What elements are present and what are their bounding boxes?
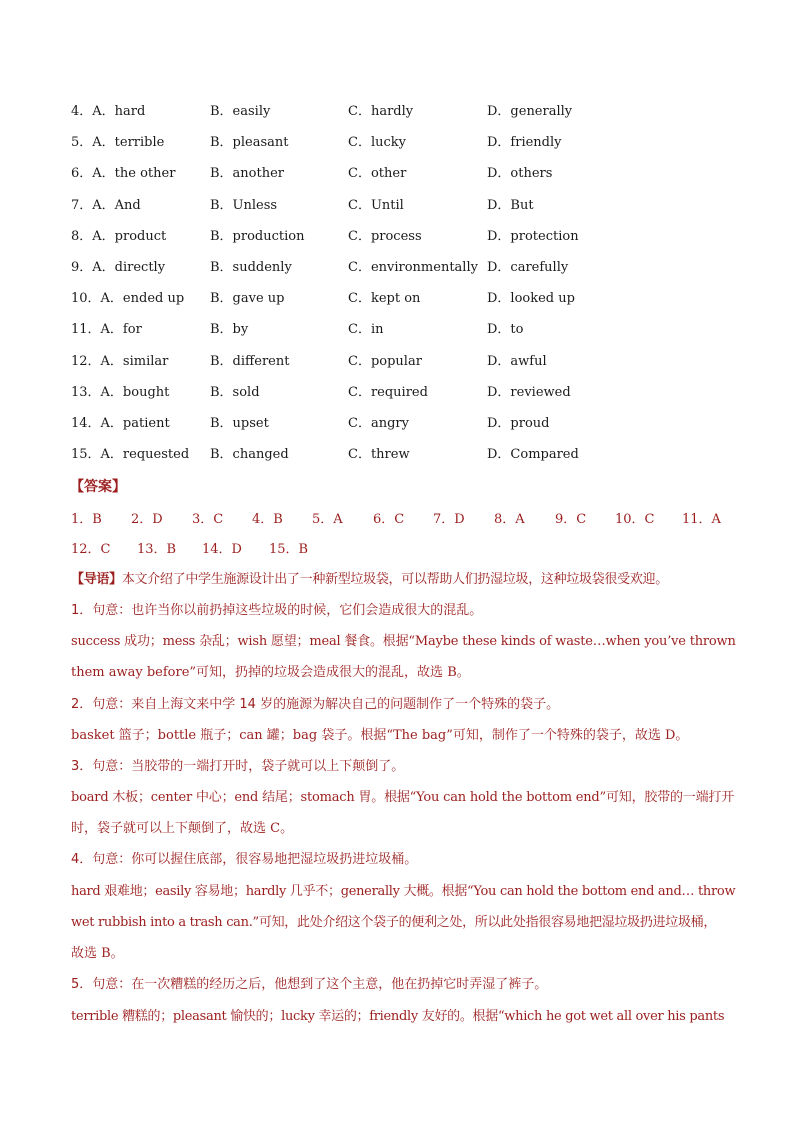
intro-text: 本文介绍了中学生施源设计出了一种新型垃圾袋，可以帮助人们扔湿垃圾，这种垃圾袋很受欢迎。 [121,572,668,587]
option-c: C．Until [348,197,404,213]
question-number: 7． [71,197,93,213]
explanation-line: terrible 糟糕的；pleasant 愉快的；lucky 幸运的；friendly 友好的。根据“which he got wet all over his pants [71,1009,725,1024]
answer-item: 8．A [494,512,525,527]
option-row [71,444,771,475]
question-number: 8． [71,228,93,244]
question-number: 10． [71,291,101,307]
option-b: B．sold [210,384,260,400]
answer-item: 1．B [71,512,102,527]
option-b: B．suddenly [210,259,292,275]
option-b: B．Unless [210,197,278,213]
option-c: C．other [348,166,407,182]
option-row [71,351,771,382]
answer-item: 11．A [682,512,721,527]
question-number: 13． [71,384,101,400]
option-c: C．process [348,228,422,244]
option-b: B．different [210,353,290,369]
option-b: B．another [210,166,285,182]
option-b: B．easily [210,104,271,119]
question-number: 15． [71,447,101,463]
option-row [71,195,771,226]
option-a: 13．A．bought [71,384,170,400]
answer-item: 12．C [71,542,111,557]
option-row [71,132,771,163]
answer-item: 2．D [131,512,163,527]
question-number: 5． [71,135,93,151]
option-d: D．But [487,197,534,213]
option-b: B．upset [210,415,269,431]
answer-item: 4．B [252,512,283,527]
answer-item: 6．C [373,512,405,527]
answer-item: 7．D [433,512,465,527]
option-c: C．kept on [348,291,421,307]
explanation-line: them away before”可知，扔掉的垃圾会造成很大的混乱，故选 B。 [71,665,470,680]
option-c: C．required [348,384,428,400]
option-row [71,163,771,194]
answer-item: 9．C [555,512,587,527]
explanation-line: success 成功；mess 杂乱；wish 愿望；meal 餐食。根据“Maybe these kinds of waste…when you’ve thrown [71,634,736,649]
intro-paragraph [71,570,771,590]
question-number: 4． [71,104,93,119]
option-row [71,288,771,319]
option-d: D．generally [487,104,573,119]
option-b: B．gave up [210,291,285,307]
option-d: D．Compared [487,447,579,463]
option-row [71,226,771,257]
options-list [71,101,771,475]
explanation-line: 时，袋子就可以上下颠倒了，故选 C。 [71,821,294,836]
question-number: 12． [71,353,101,369]
option-b: B．by [210,322,249,338]
option-b: B．pleasant [210,135,289,151]
question-number: 14． [71,415,101,431]
option-d: D．to [487,322,524,338]
explanation-line: hard 艰难地；easily 容易地；hardly 几乎不；generally 大概。根据“You can hold the bottom end and… throw [71,884,736,899]
option-a: 12．A．similar [71,353,169,369]
explanation-line: basket 篮子；bottle 瓶子；can 罐；bag 袋子。根据“The bag”可知，制作了一个特殊的袋子，故选 D。 [71,728,689,743]
answer-item: 3．C [192,512,224,527]
option-a: 6．A．the other [71,166,176,182]
explanation-line: wet rubbish into a trash can.”可知，此处介绍这个袋子的便利之处，所以此处指很容易地把湿垃圾扔进垃圾桶， [71,915,717,930]
answer-item: 14．D [202,542,242,557]
option-b: B．production [210,228,305,244]
option-d: D．others [487,166,553,182]
answer-heading: 【答案】 [70,479,126,495]
option-d: D．friendly [487,135,562,151]
option-a: 5．A．terrible [71,135,165,151]
option-c: C．angry [348,415,409,431]
explanation-line: 故选 B。 [71,946,124,961]
intro-label: 【导语】 [71,572,122,587]
question-number: 11． [71,322,101,338]
option-b: B．changed [210,447,289,463]
option-c: C．environmentally [348,259,478,275]
option-c: C．lucky [348,135,406,151]
option-c: C．threw [348,447,410,463]
explanation-line: 3．句意：当胶带的一端打开时，袋子就可以上下颠倒了。 [71,759,405,774]
explanation-line: 4．句意：你可以握住底部，很容易地把湿垃圾扔进垃圾桶。 [71,852,418,867]
explanation-line: 5．句意：在一次糟糕的经历之后，他想到了这个主意，他在扔掉它时弄湿了裤子。 [71,977,548,992]
option-d: D．reviewed [487,384,571,400]
option-a: 8．A．product [71,228,167,244]
option-d: D．awful [487,353,547,369]
option-a: 4．A．hard [71,104,146,119]
option-a: 7．A．And [71,197,141,213]
explanation-line: 1．句意：也许当你以前扔掉这些垃圾的时候，它们会造成很大的混乱。 [71,603,483,618]
option-row [71,319,771,350]
option-row [71,101,771,132]
option-a: 15．A．requested [71,447,190,463]
option-d: D．carefully [487,259,569,275]
option-c: C．popular [348,353,422,369]
option-a: 10．A．ended up [71,291,185,307]
option-a: 9．A．directly [71,259,166,275]
question-number: 6． [71,166,93,182]
option-d: D．looked up [487,291,575,307]
option-row [71,257,771,288]
option-d: D．proud [487,415,550,431]
option-c: C．in [348,322,384,338]
answer-item: 10．C [615,512,655,527]
option-a: 11．A．for [71,322,142,338]
explanation-line: 2．句意：来自上海文来中学 14 岁的施源为解决自己的问题制作了一个特殊的袋子。 [71,697,560,712]
option-c: C．hardly [348,104,414,119]
answer-item: 15．B [269,542,309,557]
answer-item: 5．A [312,512,343,527]
explanation-line: board 木板；center 中心；end 结尾；stomach 胃。根据“You can hold the bottom end”可知，胶带的一端打开 [71,790,734,805]
answer-item: 13．B [137,542,177,557]
option-row [71,413,771,444]
question-number: 9． [71,259,93,275]
option-a: 14．A．patient [71,415,170,431]
option-d: D．protection [487,228,579,244]
option-row [71,382,771,413]
